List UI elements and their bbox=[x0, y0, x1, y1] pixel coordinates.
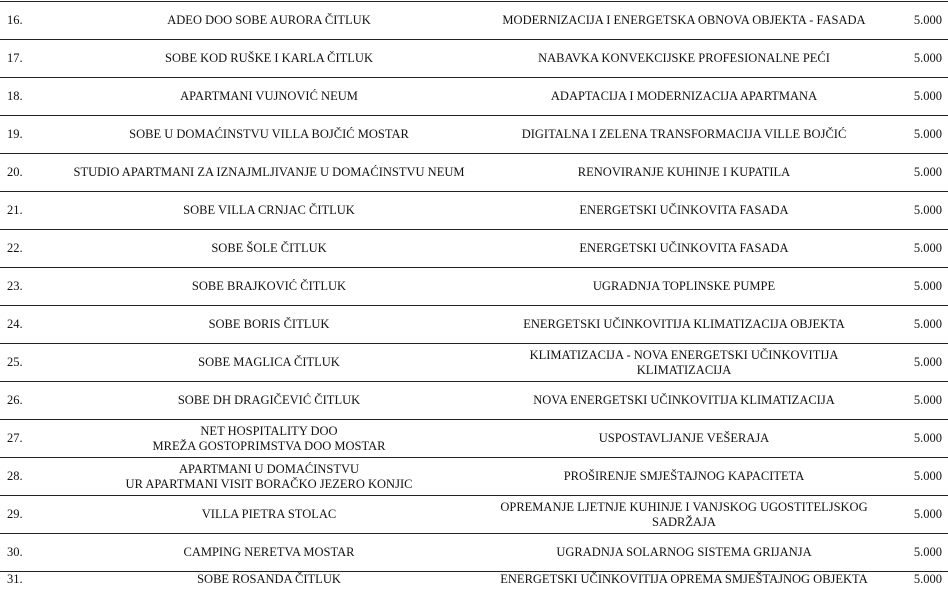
beneficiary-name bbox=[60, 268, 478, 306]
grant-amount: 5.000 bbox=[890, 382, 948, 420]
beneficiary-name bbox=[60, 572, 478, 591]
project-title-line: DIGITALNA I ZELENA TRANSFORMACIJA VILLE BOJČIĆ bbox=[521, 127, 847, 141]
beneficiary-name bbox=[60, 230, 478, 268]
beneficiary-name-line: APARTMANI U DOMAĆINSTVU bbox=[178, 461, 360, 476]
row-number: 27. bbox=[0, 420, 60, 458]
row-number: 19. bbox=[0, 116, 60, 154]
project-title bbox=[478, 344, 890, 382]
grant-amount: 5.000 bbox=[890, 40, 948, 78]
table-row bbox=[0, 268, 948, 306]
project-title-line: ENERGETSKI UČINKOVITIJA KLIMATIZACIJA OBJEKTA bbox=[523, 317, 845, 331]
project-title bbox=[478, 154, 890, 192]
table-row bbox=[0, 458, 948, 496]
table-row bbox=[0, 382, 948, 420]
project-title-line: ENERGETSKI UČINKOVITA FASADA bbox=[579, 203, 789, 217]
project-title bbox=[478, 192, 890, 230]
grant-table bbox=[0, 1, 948, 591]
grant-amount: 5.000 bbox=[890, 572, 948, 591]
project-title-line: KLIMATIZACIJA bbox=[636, 362, 732, 377]
beneficiary-name bbox=[60, 154, 478, 192]
row-number: 20. bbox=[0, 154, 60, 192]
grant-amount: 5.000 bbox=[890, 344, 948, 382]
beneficiary-name bbox=[60, 496, 478, 534]
table-row bbox=[0, 40, 948, 78]
project-title bbox=[478, 2, 890, 40]
beneficiary-name-line: APARTMANI VUJNOVIĆ NEUM bbox=[180, 89, 358, 103]
row-number: 22. bbox=[0, 230, 60, 268]
beneficiary-name-line: SOBE BRAJKOVIĆ ČITLUK bbox=[191, 279, 347, 293]
beneficiary-name bbox=[60, 40, 478, 78]
grant-amount: 5.000 bbox=[890, 420, 948, 458]
table-row bbox=[0, 192, 948, 230]
row-number: 17. bbox=[0, 40, 60, 78]
project-title-line: ENERGETSKI UČINKOVITIJA OPREMA SMJEŠTAJNOG OBJEKTA bbox=[500, 572, 868, 586]
row-number: 31. bbox=[0, 572, 60, 591]
table-row bbox=[0, 534, 948, 572]
grant-amount: 5.000 bbox=[890, 306, 948, 344]
beneficiary-name-line: SOBE U DOMAĆINSTVU VILLA BOJČIĆ MOSTAR bbox=[129, 127, 409, 141]
beneficiary-name-line: SOBE KOD RUŠKE I KARLA ČITLUK bbox=[165, 51, 373, 65]
beneficiary-name-line: SOBE VILLA CRNJAC ČITLUK bbox=[183, 203, 355, 217]
table-row bbox=[0, 572, 948, 591]
project-title-line: RENOVIRANJE KUHINJE I KUPATILA bbox=[577, 165, 791, 179]
row-number: 18. bbox=[0, 78, 60, 116]
grant-amount: 5.000 bbox=[890, 78, 948, 116]
grant-amount: 5.000 bbox=[890, 230, 948, 268]
project-title bbox=[478, 496, 890, 534]
project-title-line: SADRŽAJA bbox=[652, 514, 716, 529]
beneficiary-name bbox=[60, 382, 478, 420]
project-title-line: PROŠIRENJE SMJEŠTAJNOG KAPACITETA bbox=[563, 469, 805, 483]
beneficiary-name-line: ADEO DOO SOBE AURORA ČITLUK bbox=[167, 13, 371, 27]
project-title-line: MODERNIZACIJA I ENERGETSKA OBNOVA OBJEKTA - FASADA bbox=[502, 13, 866, 27]
beneficiary-name-line: SOBE ROSANDA ČITLUK bbox=[197, 572, 341, 586]
beneficiary-name-line: CAMPING NERETVA MOSTAR bbox=[183, 545, 355, 559]
project-title-line: NOVA ENERGETSKI UČINKOVITIJA KLIMATIZACIJA bbox=[533, 393, 835, 407]
project-title bbox=[478, 382, 890, 420]
row-number: 23. bbox=[0, 268, 60, 306]
beneficiary-name bbox=[60, 78, 478, 116]
beneficiary-name bbox=[60, 534, 478, 572]
project-title bbox=[478, 306, 890, 344]
beneficiary-name-line: SOBE MAGLICA ČITLUK bbox=[198, 355, 340, 369]
grant-amount: 5.000 bbox=[890, 458, 948, 496]
grant-amount: 5.000 bbox=[890, 534, 948, 572]
grant-amount: 5.000 bbox=[890, 268, 948, 306]
row-number: 29. bbox=[0, 496, 60, 534]
project-title bbox=[478, 534, 890, 572]
grant-amount: 5.000 bbox=[890, 154, 948, 192]
beneficiary-name bbox=[60, 458, 478, 496]
table-row bbox=[0, 230, 948, 268]
beneficiary-name-line: SOBE ŠOLE ČITLUK bbox=[211, 241, 327, 255]
project-title bbox=[478, 420, 890, 458]
grant-amount: 5.000 bbox=[890, 496, 948, 534]
grant-amount: 5.000 bbox=[890, 192, 948, 230]
grant-amount: 5.000 bbox=[890, 2, 948, 40]
beneficiary-name bbox=[60, 192, 478, 230]
row-number: 28. bbox=[0, 458, 60, 496]
row-number: 21. bbox=[0, 192, 60, 230]
beneficiary-name bbox=[60, 420, 478, 458]
table-row bbox=[0, 306, 948, 344]
table-row bbox=[0, 420, 948, 458]
project-title-line: UGRADNJA SOLARNOG SISTEMA GRIJANJA bbox=[556, 545, 812, 559]
table-row bbox=[0, 496, 948, 534]
project-title-line: KLIMATIZACIJA - NOVA ENERGETSKI UČINKOVITIJA bbox=[529, 347, 839, 362]
beneficiary-name-line: MREŽA GOSTOPRIMSTVA DOO MOSTAR bbox=[152, 438, 386, 453]
row-number: 26. bbox=[0, 382, 60, 420]
beneficiary-name-line: SOBE DH DRAGIČEVIĆ ČITLUK bbox=[177, 393, 361, 407]
row-number: 24. bbox=[0, 306, 60, 344]
beneficiary-name-line: SOBE BORIS ČITLUK bbox=[208, 317, 330, 331]
row-number: 25. bbox=[0, 344, 60, 382]
project-title bbox=[478, 78, 890, 116]
beneficiary-name-line: UR APARTMANI VISIT BORAČKO JEZERO KONJIC bbox=[125, 476, 413, 491]
beneficiary-name-line: VILLA PIETRA STOLAC bbox=[201, 507, 337, 521]
project-title-line: NABAVKA KONVEKCIJSKE PROFESIONALNE PEĆI bbox=[538, 51, 830, 65]
project-title bbox=[478, 116, 890, 154]
project-title-line: ENERGETSKI UČINKOVITA FASADA bbox=[579, 241, 789, 255]
project-title bbox=[478, 230, 890, 268]
project-title-line: USPOSTAVLJANJE VEŠERAJA bbox=[598, 431, 770, 445]
table-row bbox=[0, 154, 948, 192]
grant-amount: 5.000 bbox=[890, 116, 948, 154]
beneficiary-name bbox=[60, 344, 478, 382]
beneficiary-name bbox=[60, 306, 478, 344]
project-title bbox=[478, 268, 890, 306]
project-title-line: UGRADNJA TOPLINSKE PUMPE bbox=[592, 279, 776, 293]
table-row bbox=[0, 78, 948, 116]
project-title bbox=[478, 572, 890, 591]
table-row bbox=[0, 344, 948, 382]
beneficiary-name-line: NET HOSPITALITY DOO bbox=[200, 423, 338, 438]
row-number: 16. bbox=[0, 2, 60, 40]
project-title bbox=[478, 40, 890, 78]
beneficiary-name-line: STUDIO APARTMANI ZA IZNAJMLJIVANJE U DOMAĆINSTVU NEUM bbox=[73, 165, 465, 179]
project-title-line: ADAPTACIJA I MODERNIZACIJA APARTMANA bbox=[550, 89, 818, 103]
beneficiary-name bbox=[60, 116, 478, 154]
project-title bbox=[478, 458, 890, 496]
grant-rows bbox=[0, 2, 948, 591]
table-row bbox=[0, 116, 948, 154]
table-row bbox=[0, 2, 948, 40]
beneficiary-name bbox=[60, 2, 478, 40]
row-number: 30. bbox=[0, 534, 60, 572]
project-title-line: OPREMANJE LJETNJE KUHINJE I VANJSKOG UGOSTITELJSKOG bbox=[500, 499, 868, 514]
